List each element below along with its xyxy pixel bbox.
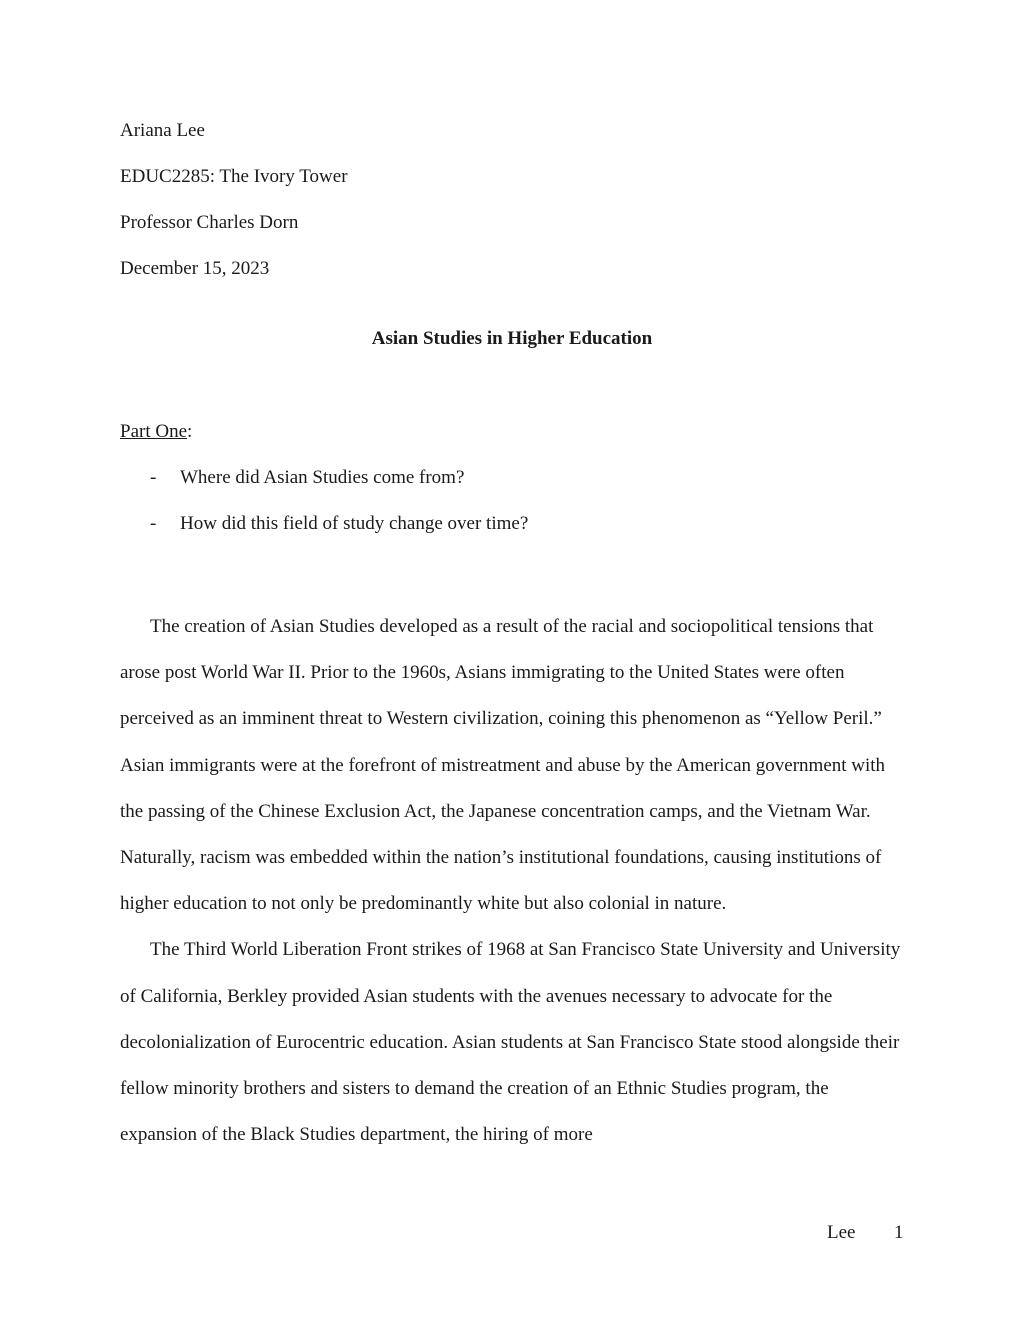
question-text: Where did Asian Studies come from? bbox=[180, 467, 465, 488]
paragraph-origins bbox=[120, 604, 906, 927]
question-item bbox=[150, 513, 528, 535]
question-text: How did this field of study change over time? bbox=[180, 513, 529, 534]
text-line: camps, and the Vietnam War. Naturally, racism was embedded within the nation’s institutional bbox=[120, 800, 871, 869]
dash-bullet-icon: - bbox=[150, 467, 157, 488]
text-line: The creation of Asian Studies developed as a result of the racial and sociopolitical tensions bbox=[150, 616, 841, 637]
professor-name: Professor Charles Dorn bbox=[120, 212, 299, 233]
text-line: American government with the passing of the Chinese Exclusion Act, the Japanese concentration bbox=[120, 754, 886, 822]
author-name: Ariana Lee bbox=[120, 120, 205, 141]
part-one-label: Part One bbox=[120, 421, 188, 442]
paragraph-twlf-strikes bbox=[120, 927, 906, 1158]
essay-body bbox=[120, 604, 906, 1158]
text-line: “Yellow Peril.” Asian immigrants were at the forefront of mistreatment and abuse by the bbox=[120, 708, 882, 776]
running-header-name: Lee bbox=[827, 1222, 856, 1243]
text-line: Ethnic Studies program, the expansion of the Black Studies department, the hiring of more bbox=[120, 1078, 829, 1146]
question-item bbox=[150, 467, 464, 489]
text-line: colonial in nature. bbox=[588, 893, 727, 915]
part-one-heading bbox=[120, 421, 192, 443]
part-one-colon: : bbox=[187, 421, 193, 442]
text-line: The Third World Liberation Front strikes of 1968 at San Francisco State University and bbox=[150, 939, 816, 961]
text-line: that arose post World War II. Prior to the 1960s, Asians immigrating to the United States were bbox=[120, 616, 874, 684]
document-title: Asian Studies in Higher Education bbox=[371, 328, 653, 349]
page-number: 1 bbox=[894, 1222, 904, 1243]
text-line: advocate for the decolonialization of Eurocentric education. Asian students at San Francisco bbox=[120, 985, 833, 1053]
text-line: often perceived as an imminent threat to Western civilization, coining this phenomenon as bbox=[120, 662, 845, 730]
dash-bullet-icon: - bbox=[150, 513, 157, 534]
submission-date: December 15, 2023 bbox=[120, 258, 270, 279]
text-line: University of California, Berkley provided Asian students with the avenues necessary to bbox=[120, 939, 901, 1007]
text-line: State stood alongside their fellow minority brothers and sisters to demand the creation of an bbox=[120, 1031, 900, 1100]
text-line: foundations, causing institutions of higher education to not only be predominantly white but also bbox=[120, 847, 882, 915]
course-name: EDUC2285: The Ivory Tower bbox=[120, 166, 348, 187]
